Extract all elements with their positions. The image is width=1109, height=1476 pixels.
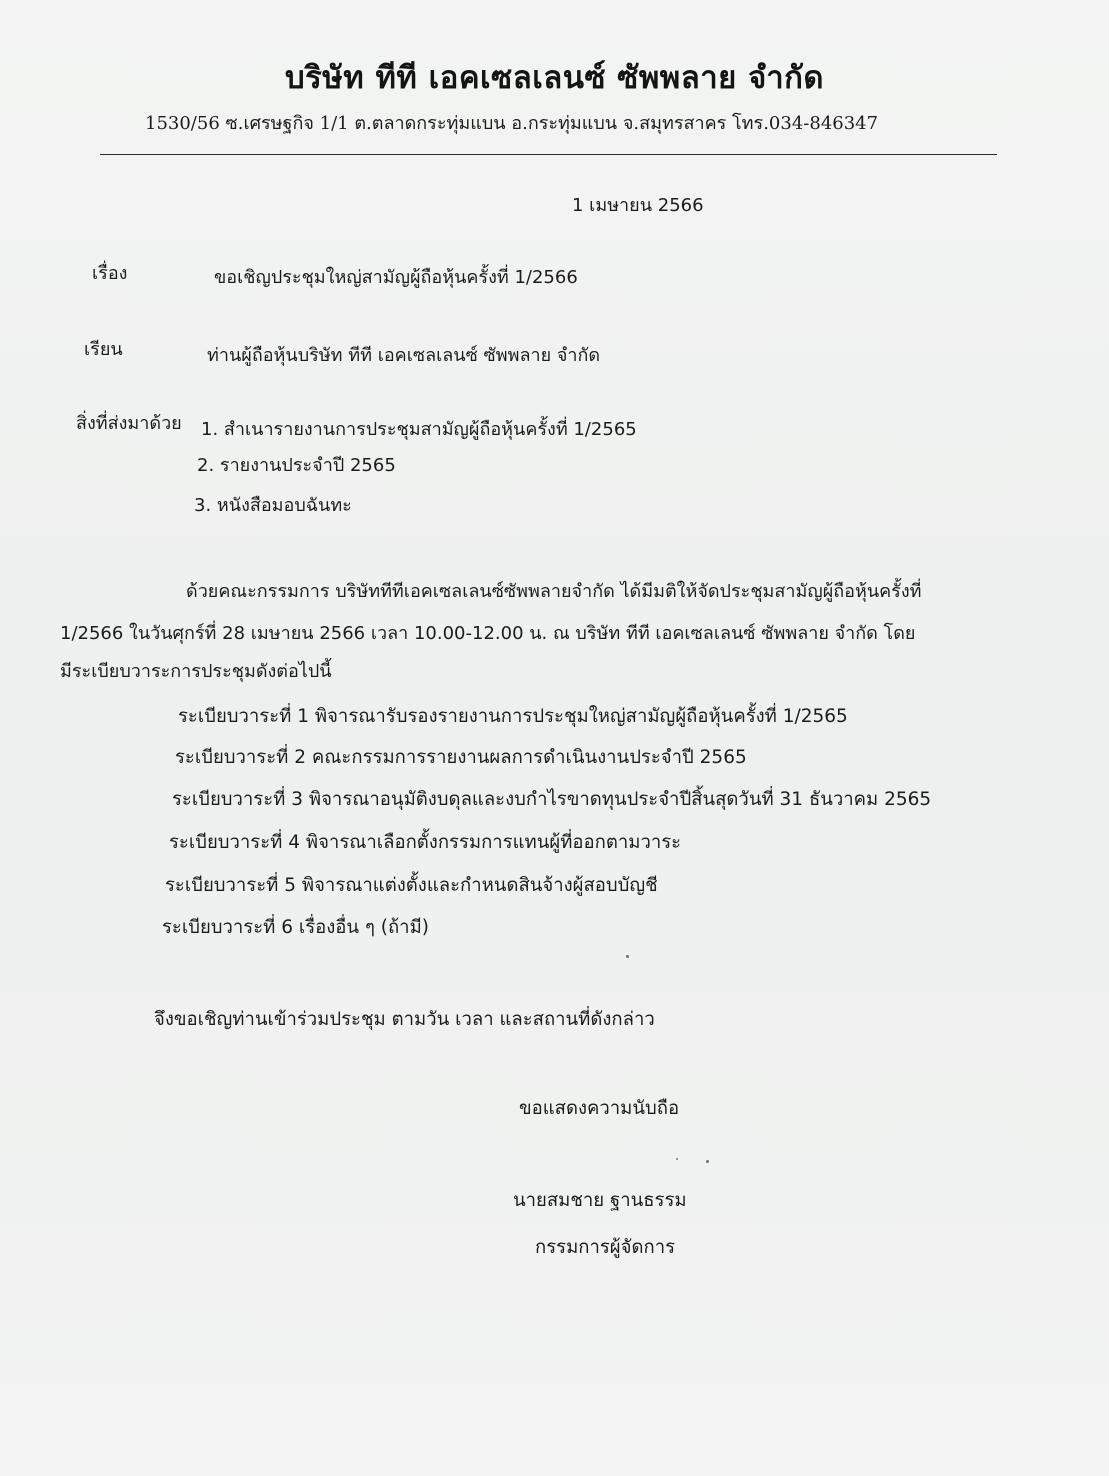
agenda-item: ระเบียบวาระที่ 4 พิจารณาเลือกตั้งกรรมการแทนผู้ที่ออกตามวาระ — [169, 832, 682, 853]
paper-speck — [706, 1160, 709, 1163]
enclosures-label: สิ่งที่ส่งมาด้วย — [76, 413, 182, 434]
agenda-item: ระเบียบวาระที่ 3 พิจารณาอนุมัติงบดุลและงบกำไรขาดทุนประจำปีสิ้นสุดวันที่ 31 ธันวาคม 2565 — [172, 789, 932, 810]
agenda-item: ระเบียบวาระที่ 6 เรื่องอื่น ๆ (ถ้ามี) — [162, 917, 429, 938]
body-paragraph-line: 1/2566 ในวันศุกร์ที่ 28 เมษายน 2566 เวลา 10.00-12.00 น. ณ บริษัท ทีที เอคเซลเลนซ์ ซัพพลาย จำกัด โดย — [60, 623, 916, 644]
letter-date: 1 เมษายน 2566 — [572, 195, 704, 216]
agenda-item: ระเบียบวาระที่ 1 พิจารณารับรองรายงานการประชุมใหญ่สามัญผู้ถือหุ้นครั้งที่ 1/2565 — [178, 706, 848, 727]
subject-label: เรื่อง — [92, 263, 128, 284]
subject-text: ขอเชิญประชุมใหญ่สามัญผู้ถือหุ้นครั้งที่ 1/2566 — [214, 267, 578, 288]
letterhead-divider — [100, 154, 997, 155]
enclosure-item: 3. หนังสือมอบฉันทะ — [194, 495, 352, 516]
signer-title: กรรมการผู้จัดการ — [535, 1237, 676, 1258]
closing-regards: ขอแสดงความนับถือ — [519, 1098, 680, 1119]
agenda-item: ระเบียบวาระที่ 5 พิจารณาแต่งตั้งและกำหนดสินจ้างผู้สอบบัญชี — [165, 875, 658, 896]
enclosure-item: 1. สำเนารายงานการประชุมสามัญผู้ถือหุ้นครั้งที่ 1/2565 — [201, 419, 637, 440]
recipient-text: ท่านผู้ถือหุ้นบริษัท ทีที เอคเซลเลนซ์ ซัพพลาย จำกัด — [207, 345, 601, 366]
paper-speck — [626, 955, 629, 958]
body-paragraph-line: มีระเบียบวาระการประชุมดังต่อไปนี้ — [60, 661, 332, 682]
body-paragraph-line: ด้วยคณะกรรมการ บริษัททีทีเอคเซลเลนซ์ซัพพลายจำกัด ได้มีมติให้จัดประชุมสามัญผู้ถือหุ้นครั้งที่ — [186, 581, 922, 602]
agenda-item: ระเบียบวาระที่ 2 คณะกรรมการรายงานผลการดำเนินงานประจำปี 2565 — [175, 747, 747, 768]
company-address: 1530/56 ซ.เศรษฐกิจ 1/1 ต.ตลาดกระทุ่มแบน อ.กระทุ่มแบน จ.สมุทรสาคร โทร.034-846347 — [145, 113, 879, 134]
paper-speck — [676, 1158, 678, 1160]
recipient-label: เรียน — [84, 339, 123, 360]
enclosure-item: 2. รายงานประจำปี 2565 — [197, 455, 396, 476]
company-name: บริษัท ทีที เอคเซลเลนซ์ ซัพพลาย จำกัด — [284, 60, 825, 96]
closing-sentence: จึงขอเชิญท่านเข้าร่วมประชุม ตามวัน เวลา และสถานที่ดังกล่าว — [154, 1009, 655, 1030]
signer-name: นายสมชาย ฐานธรรม — [513, 1190, 687, 1211]
